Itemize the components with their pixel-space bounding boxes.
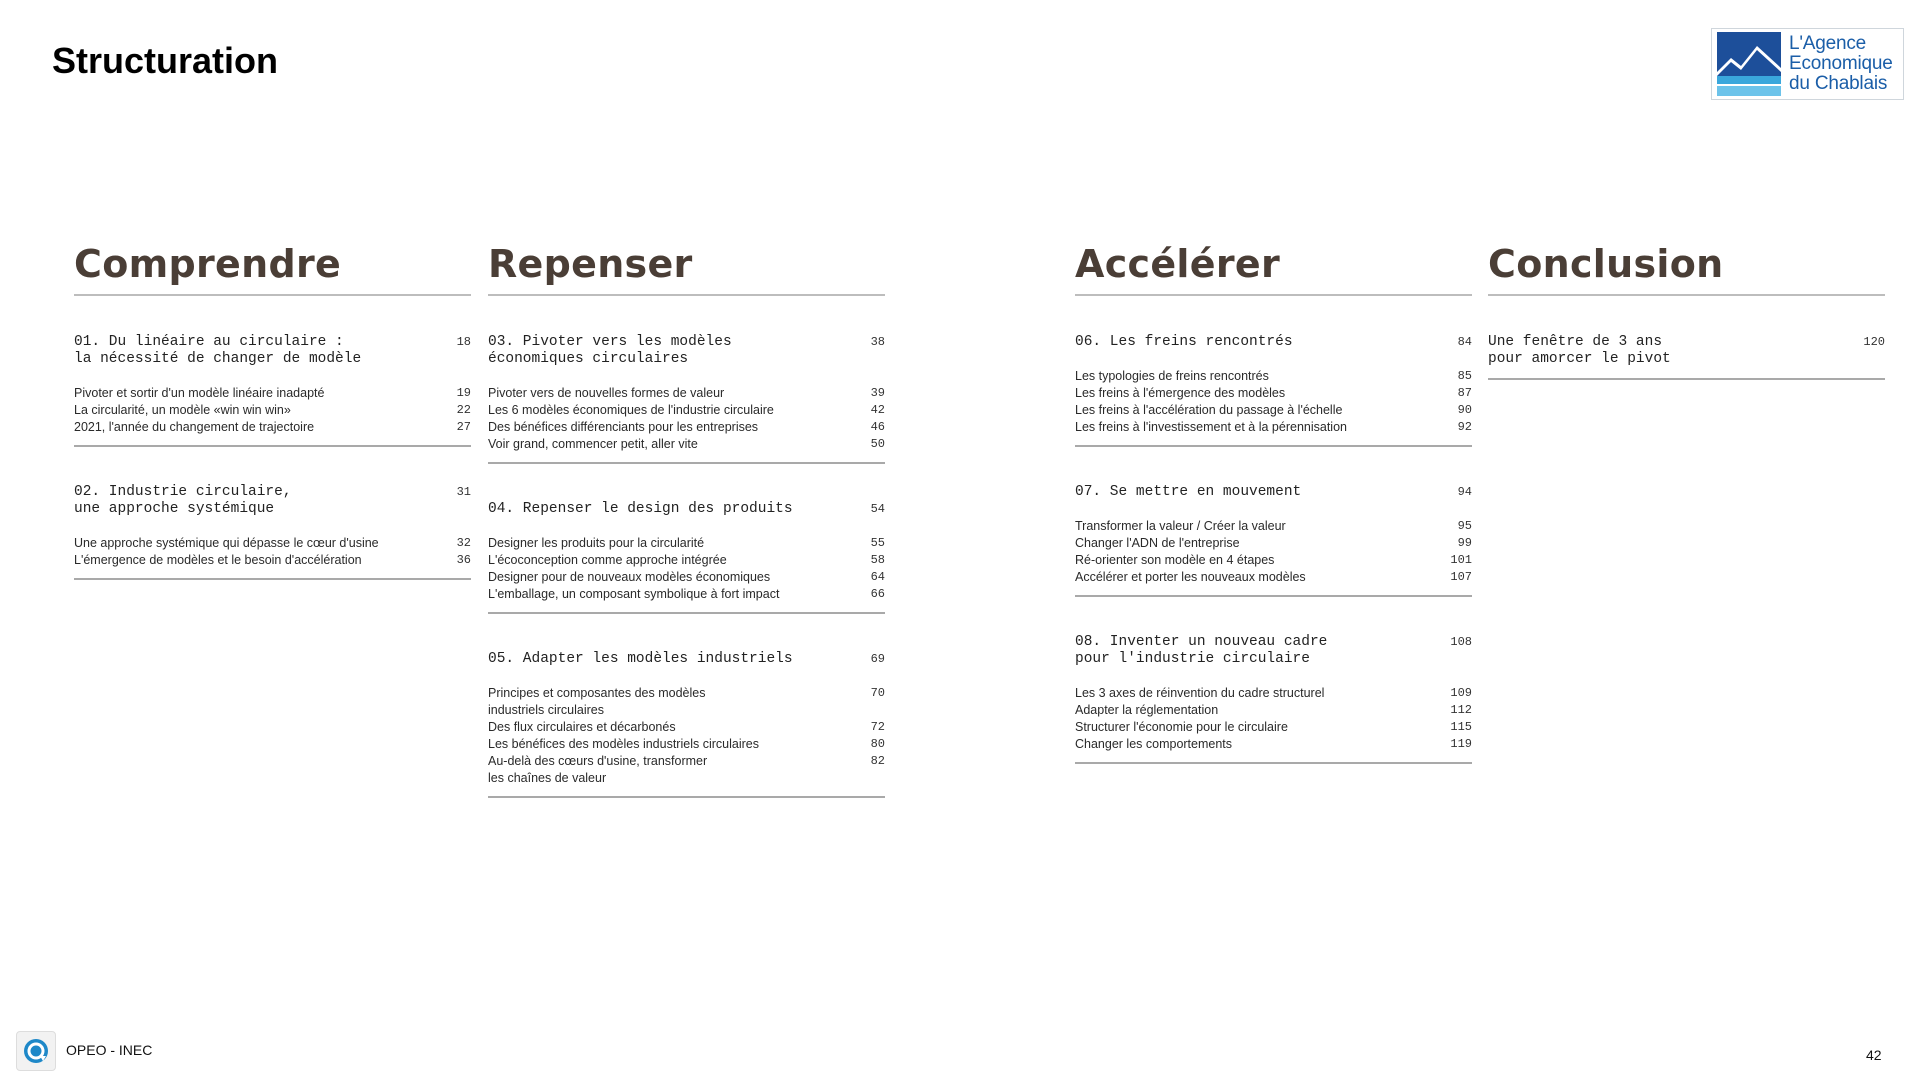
toc-item: [74, 535, 471, 552]
agence-economique-chablais-logo: [1711, 28, 1904, 100]
toc-item-text: Changer l'ADN de l'entreprise: [1075, 536, 1240, 550]
toc-item: [1075, 419, 1472, 436]
toc-section-conclusion: [1488, 334, 1885, 380]
toc-item-page: 22: [456, 403, 471, 417]
toc-item: [1075, 569, 1472, 586]
toc-item-page: 80: [870, 737, 885, 751]
toc-item-page: 92: [1457, 420, 1472, 434]
section-title: 06. Les freins rencontrés: [1075, 334, 1293, 350]
toc-item: [488, 586, 885, 603]
toc-item: [74, 402, 471, 419]
column-comprendre: [74, 240, 471, 580]
section-title: 07. Se mettre en mouvement: [1075, 484, 1302, 500]
toc-item: [1075, 736, 1472, 753]
toc-item: [1075, 402, 1472, 419]
toc-item-page: 115: [1450, 720, 1472, 734]
toc-section-07: [1075, 484, 1472, 597]
toc-item-page: 85: [1457, 369, 1472, 383]
toc-item: [1075, 368, 1472, 385]
toc-section-05: [488, 651, 885, 798]
logo-text-line2: Economique: [1789, 53, 1893, 74]
toc-item-text: Ré-orienter son modèle en 4 étapes: [1075, 553, 1275, 567]
toc-item-page: 95: [1457, 519, 1472, 533]
toc-item: [74, 385, 471, 402]
section-page: 94: [1457, 485, 1472, 499]
toc-item: [488, 436, 885, 453]
column-repenser: [488, 240, 885, 798]
toc-item-text: Les bénéfices des modèles industriels circulaires: [488, 737, 759, 751]
toc-item-page: 109: [1450, 686, 1472, 700]
toc-item-page: 46: [870, 420, 885, 434]
toc-item-page: 101: [1450, 553, 1472, 567]
section-page: 108: [1450, 635, 1472, 649]
section-page: 38: [870, 335, 885, 349]
toc-item: [1075, 535, 1472, 552]
toc-item-page: 27: [456, 420, 471, 434]
toc-item-page: 119: [1450, 737, 1472, 751]
column-heading: Accélérer: [1075, 240, 1472, 296]
column-heading: Comprendre: [74, 240, 471, 296]
section-title: 03. Pivoter vers les modèles économiques circulaires: [488, 334, 732, 367]
toc-item-page: 82: [870, 754, 885, 768]
toc-item: [74, 552, 471, 569]
toc-section-03: [488, 334, 885, 464]
toc-item: [74, 419, 471, 436]
toc-item-page: 32: [456, 536, 471, 550]
toc-item-page: 50: [870, 437, 885, 451]
toc-item-text: L'écoconception comme approche intégrée: [488, 553, 727, 567]
toc-item-text: Les freins à l'accélération du passage à l'échelle: [1075, 403, 1343, 417]
section-page: 18: [456, 335, 471, 349]
page-number: 42: [1866, 1047, 1882, 1063]
toc-item-text: Une approche systémique qui dépasse le cœur d'usine: [74, 536, 379, 550]
toc-item-text: Des bénéfices différenciants pour les entreprises: [488, 420, 759, 434]
toc-item: [488, 719, 885, 736]
toc-item-text: Pivoter vers de nouvelles formes de valeur: [488, 386, 725, 400]
section-title: 01. Du linéaire au circulaire : la nécessité de changer de modèle: [74, 334, 362, 367]
toc-item-page: 55: [870, 536, 885, 550]
toc-item: [488, 685, 885, 719]
toc-item-page: 70: [870, 686, 885, 700]
section-page: 84: [1457, 335, 1472, 349]
section-title: 02. Industrie circulaire, une approche systémique: [74, 484, 292, 517]
circular-arrow-icon: [21, 1036, 51, 1066]
toc-item-page: 39: [870, 386, 885, 400]
logo-text-line3: du Chablais: [1789, 73, 1888, 94]
toc-item-text: L'émergence de modèles et le besoin d'accélération: [74, 553, 362, 567]
mountain-logo-icon: [1717, 32, 1781, 96]
section-page: 120: [1863, 335, 1885, 349]
toc-item: [488, 552, 885, 569]
toc-item-page: 66: [870, 587, 885, 601]
toc-item-text: Les freins à l'investissement et à la pérennisation: [1075, 420, 1347, 434]
toc-item-page: 58: [870, 553, 885, 567]
toc-item-text: La circularité, un modèle «win win win»: [74, 403, 291, 417]
column-heading: Conclusion: [1488, 240, 1885, 296]
toc-item-text: Principes et composantes des modèles industriels circulaires: [488, 686, 706, 717]
toc-section-08: [1075, 634, 1472, 764]
toc-item: [1075, 518, 1472, 535]
toc-item-text: Les freins à l'émergence des modèles: [1075, 386, 1286, 400]
toc-item-page: 107: [1450, 570, 1472, 584]
opeo-logo: [16, 1031, 56, 1071]
toc-item-text: Les typologies de freins rencontrés: [1075, 369, 1269, 383]
section-page: 69: [870, 652, 885, 666]
section-page: 31: [456, 485, 471, 499]
toc-item: [488, 419, 885, 436]
toc-item-text: Designer pour de nouveaux modèles économiques: [488, 570, 771, 584]
logo-text-line1: L'Agence: [1789, 33, 1867, 54]
toc-item-text: L'emballage, un composant symbolique à fort impact: [488, 587, 780, 601]
footer-label: OPEO - INEC: [66, 1042, 153, 1058]
toc-item: [488, 402, 885, 419]
toc-item: [488, 753, 885, 787]
toc-item-text: Transformer la valeur / Créer la valeur: [1075, 519, 1286, 533]
column-accelerer: [1075, 240, 1472, 764]
toc-item-text: Structurer l'économie pour le circulaire: [1075, 720, 1288, 734]
section-title: 04. Repenser le design des produits: [488, 501, 793, 517]
toc-item: [1075, 702, 1472, 719]
toc-item-text: Accélérer et porter les nouveaux modèles: [1075, 570, 1306, 584]
toc-item: [488, 569, 885, 586]
section-title: 05. Adapter les modèles industriels: [488, 651, 793, 667]
toc-item-page: 64: [870, 570, 885, 584]
toc-item-text: Des flux circulaires et décarbonés: [488, 720, 676, 734]
toc-item-text: Les 3 axes de réinvention du cadre structurel: [1075, 686, 1325, 700]
toc-item-text: Changer les comportements: [1075, 737, 1233, 751]
toc-item-text: Voir grand, commencer petit, aller vite: [488, 437, 698, 451]
toc-item: [488, 736, 885, 753]
toc-item-text: Au-delà des cœurs d'usine, transformer les chaînes de valeur: [488, 754, 708, 785]
toc-item-page: 19: [456, 386, 471, 400]
toc-item-text: Les 6 modèles économiques de l'industrie circulaire: [488, 403, 774, 417]
toc-item-text: 2021, l'année du changement de trajectoire: [74, 420, 315, 434]
toc-item: [1075, 719, 1472, 736]
toc-item-page: 36: [456, 553, 471, 567]
section-page: 54: [870, 502, 885, 516]
toc-section-06: [1075, 334, 1472, 447]
section-title: 08. Inventer un nouveau cadre pour l'industrie circulaire: [1075, 634, 1328, 667]
toc-item: [488, 535, 885, 552]
toc-item-text: Designer les produits pour la circularité: [488, 536, 705, 550]
toc-item: [1075, 685, 1472, 702]
column-heading: Repenser: [488, 240, 885, 296]
toc-item-page: 87: [1457, 386, 1472, 400]
toc-section-02: [74, 484, 471, 580]
toc-item-page: 112: [1450, 703, 1472, 717]
section-title: Une fenêtre de 3 ans pour amorcer le pivot: [1488, 334, 1671, 367]
toc-item-page: 99: [1457, 536, 1472, 550]
column-conclusion: [1488, 240, 1885, 380]
toc-item-page: 90: [1457, 403, 1472, 417]
toc-item-text: Adapter la réglementation: [1075, 703, 1219, 717]
toc-item: [1075, 385, 1472, 402]
toc-item: [488, 385, 885, 402]
toc-section-01: [74, 334, 471, 447]
toc-item-page: 72: [870, 720, 885, 734]
toc-item-page: 42: [870, 403, 885, 417]
toc-section-04: [488, 501, 885, 614]
slide-title: Structuration: [52, 40, 279, 81]
toc-item: [1075, 552, 1472, 569]
toc-item-text: Pivoter et sortir d'un modèle linéaire inadapté: [74, 386, 325, 400]
